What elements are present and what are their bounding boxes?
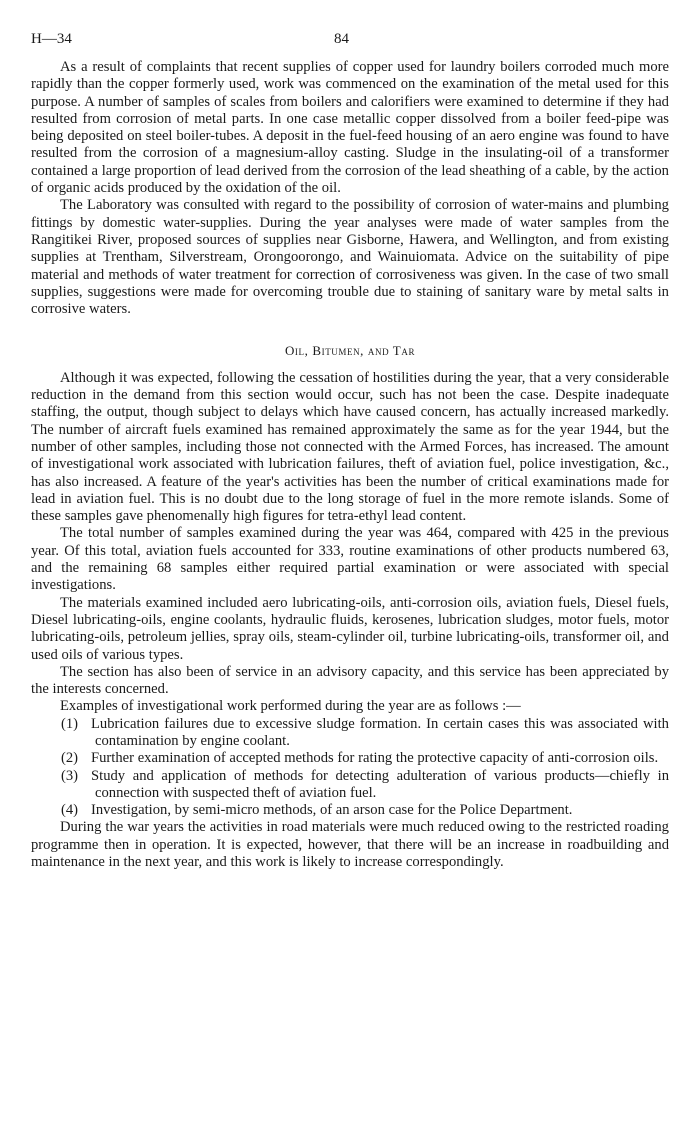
- page-header: [31, 28, 669, 50]
- paragraph-road-materials: During the war years the activities in road materials were much reduced owing to the restricted roading programme then in operation. It is expected, however, that there will be an increase in roadbuilding and maintenance in the next year, and this work is likely to increase correspondingly.: [31, 819, 669, 871]
- page-body: [31, 59, 669, 871]
- paragraph-examples-intro: Examples of investigational work performed during the year are as follows :—: [60, 698, 521, 715]
- list-item-number: (4): [61, 802, 79, 819]
- document-reference: H—34: [31, 31, 72, 47]
- list-item: [31, 768, 669, 803]
- page-number: 84: [334, 31, 349, 47]
- paragraph-water-supplies: The Laboratory was consulted with regard to the possibility of corrosion of water-mains and plumbing fittings by domestic water-supplies. During the year analyses were made of water samples from the Rangitikei River, proposed sources of supplies near Gisborne, Hawera, and Wellington, and from existing supplies at Trentham, Silverstream, Orongoorongo, and Wainuiomata. Advice on the suitability of pipe material and methods of water treatment for correction of corrosiveness was given. In the case of two small supplies, suggestions were made for overcoming trouble due to staining of sanitary ware by metal salts in corrosive waters.: [31, 197, 669, 318]
- list-item-text: Lubrication failures due to excessive sludge formation. In certain cases this was associated with contamination by engine coolant.: [91, 715, 669, 749]
- paragraph-sample-totals: The total number of samples examined during the year was 464, compared with 425 in the previous year. Of this total, aviation fuels accounted for 333, routine examinations of other products numbered 63, and the remaining 68 samples either required partial examination or were associated with special investigations.: [31, 525, 669, 594]
- paragraph-advisory-service: The section has also been of service in an advisory capacity, and this service has been appreciated by the interests concerned.: [31, 663, 669, 698]
- paragraph-section-demand: Although it was expected, following the cessation of hostilities during the year, that a very considerable reduction in the demand from this section would occur, such has not been the case. Despite inadequate staffing, the output, though subject to delays which have caused concern, has actually increased markedly. The number of aircraft fuels examined has remained approximately the same as for the year 1944, but the number of other samples, including those not connected with the Armed Forces, has increased. The amount of investigational work associated with lubrication failures, theft of aviation fuel, police investigation, &c., has also increased. A feature of the year's activities has been the number of critical examinations made for lead in aviation fuel. This is no doubt due to the long storage of fuel in the more remote islands. Some of these samples gave phenomenally high figures for tetra-ethyl lead content.: [31, 369, 669, 525]
- list-item-number: (1): [61, 715, 79, 732]
- paragraph-copper-corrosion: As a result of complaints that recent supplies of copper used for laundry boilers corroded much more rapidly than the copper formerly used, work was commenced on the examination of the metal used for this purpose. A number of samples of scales from boilers and calorifiers were examined to determine if they had resulted from corrosion of metal parts. In one case metallic copper dissolved from a boiler feed-pipe was being deposited on steel boiler-tubes. A deposit in the fuel-feed housing of an aero engine was found to have resulted from the corrosion of a magnesium-alloy casting. Sludge in the insulating-oil of a transformer contained a large proportion of lead derived from the corrosion of the lead sheathing of a cable, by the action of organic acids produced by the oxidation of the oil.: [31, 59, 669, 197]
- list-item-number: (2): [61, 750, 79, 767]
- list-item-text: Investigation, by semi-micro methods, of an arson case for the Police Department.: [91, 802, 573, 819]
- document-page: [31, 28, 669, 871]
- list-item: [31, 750, 669, 767]
- list-item: [31, 802, 669, 819]
- list-item-text: Further examination of accepted methods for rating the protective capacity of anti-corrosion oils.: [91, 750, 659, 767]
- investigations-list: [31, 716, 669, 820]
- paragraph-materials-examined: The materials examined included aero lubricating-oils, anti-corrosion oils, aviation fuels, Diesel fuels, Diesel lubricating-oils, engine coolants, hydraulic fluids, kerosenes, lubrication sludges, motor fuels, motor lubricating-oils, petroleum jellies, spray oils, steam-cylinder oil, turbine lubricating-oils, transformer oil, and used oils of various types.: [31, 594, 669, 663]
- list-item-number: (3): [61, 767, 79, 784]
- list-item: [31, 716, 669, 751]
- section-heading: Oil, Bitumen, and Tar: [284, 343, 416, 359]
- list-item-text: Study and application of methods for detecting adulteration of various products—chiefly in connection with suspected theft of aviation fuel.: [91, 767, 669, 801]
